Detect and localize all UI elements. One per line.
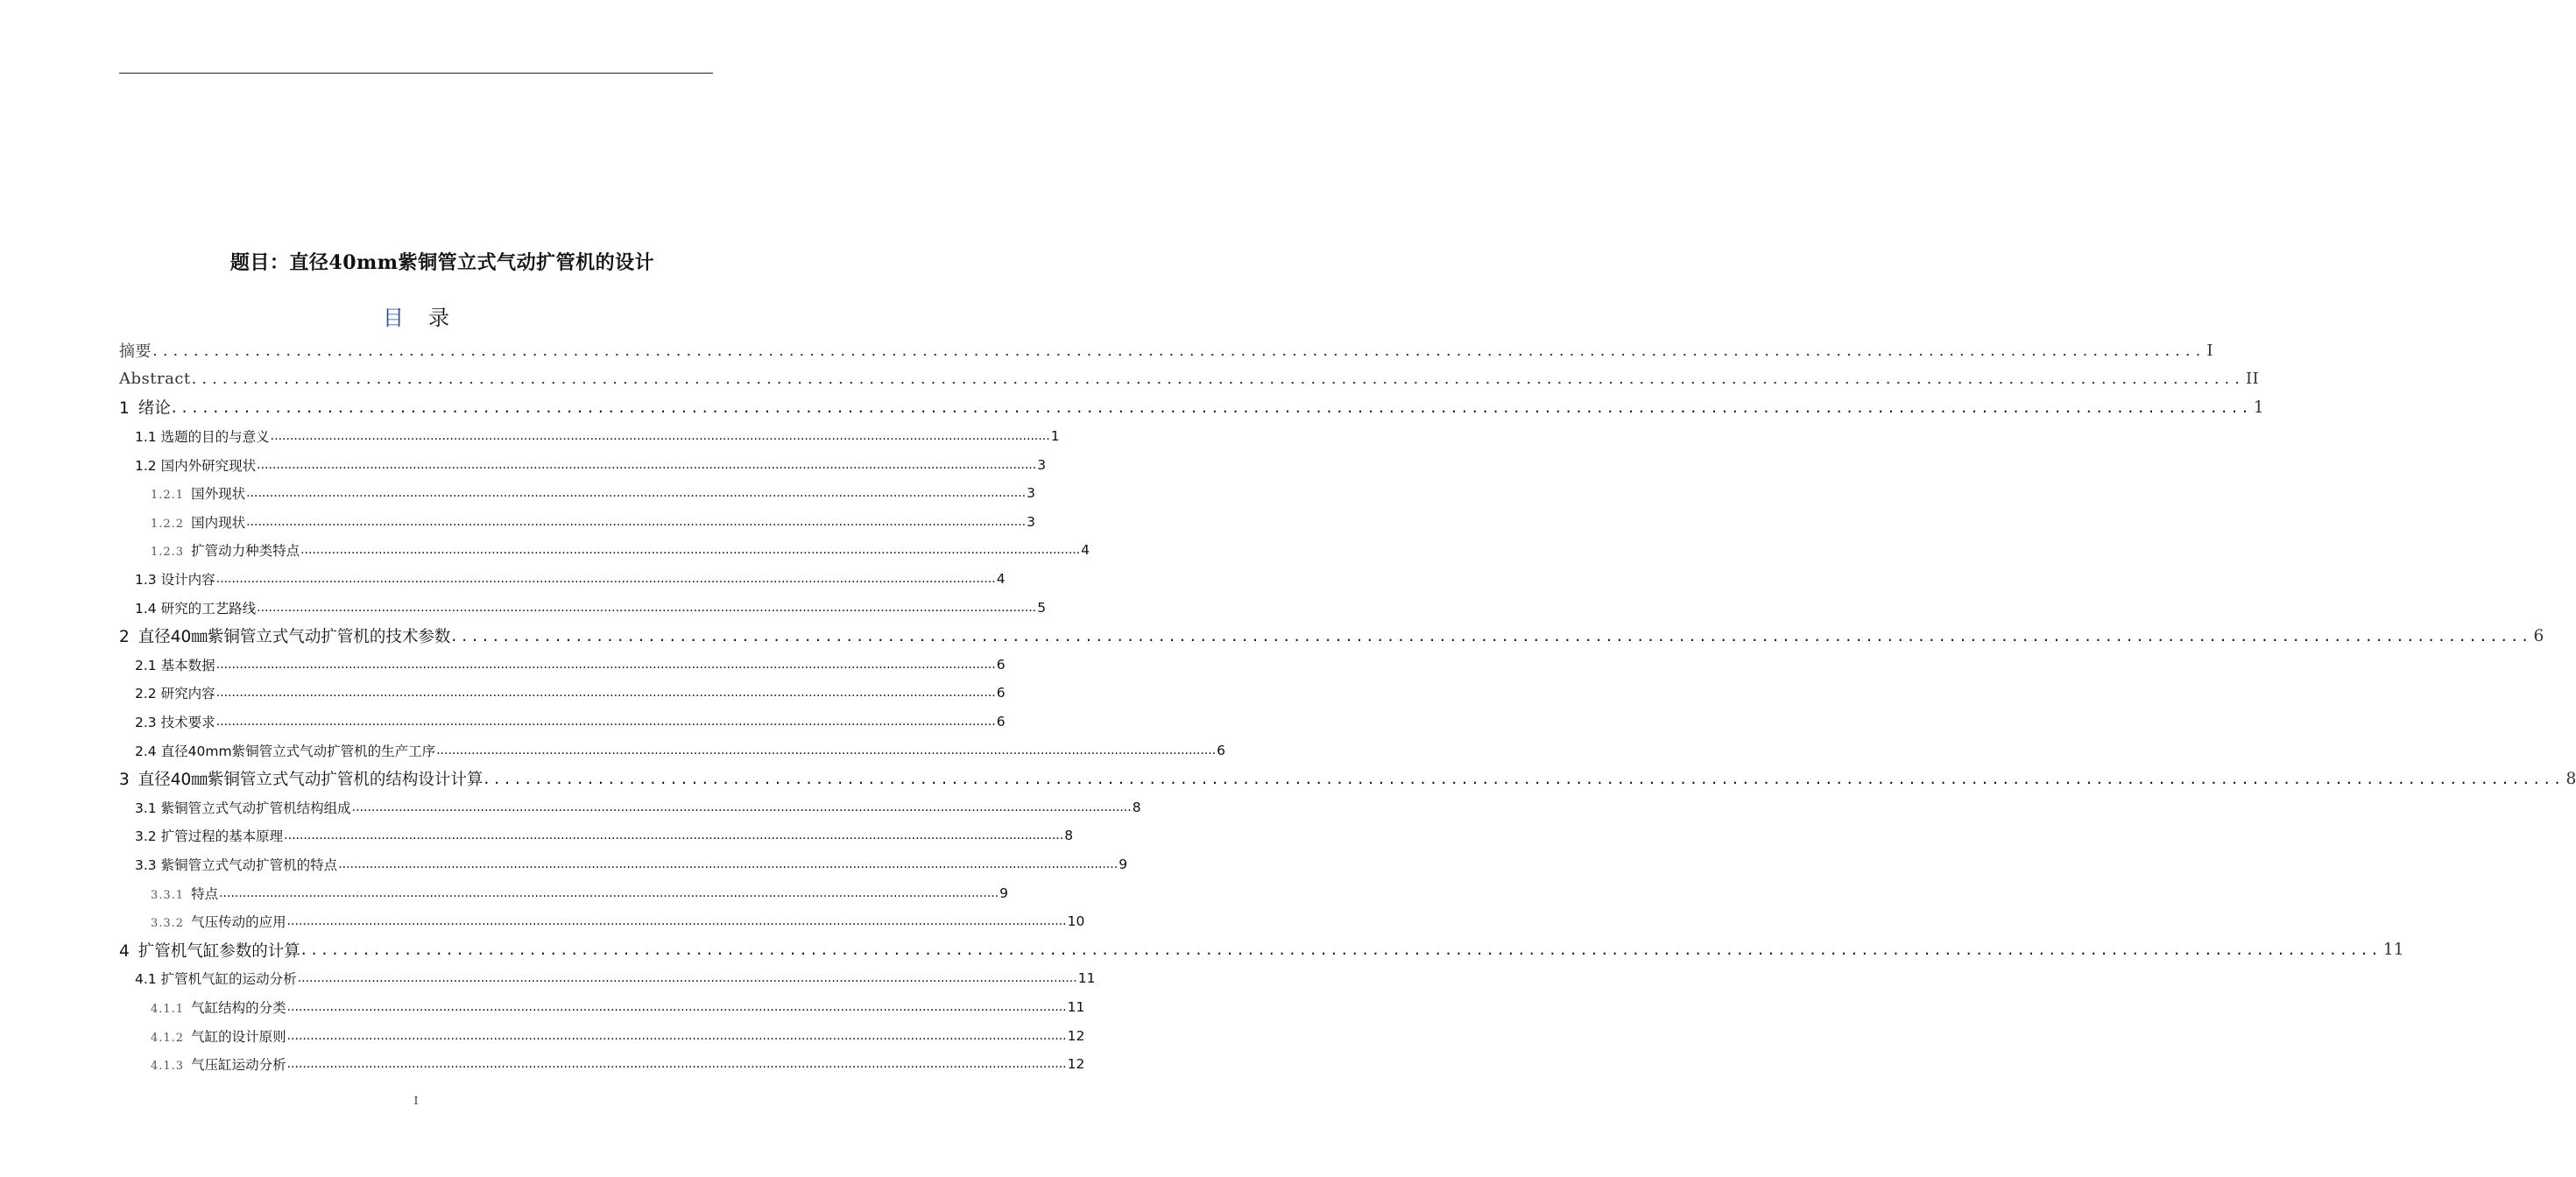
toc-dot-leader: ........................................................................................................................................................................................................ (171, 398, 2253, 417)
toc-entry-number: 4.1.2 (151, 1031, 185, 1045)
toc-entry-number: 3.3.2 (151, 917, 185, 931)
toc-entry-label (151, 512, 245, 532)
toc-entry-label (151, 540, 300, 560)
toc-entry-number: 4.1.3 (151, 1060, 185, 1074)
toc-dot-leader: ........................................................................................................................................................................................................ (286, 999, 1067, 1014)
toc-entry[interactable] (119, 708, 1006, 737)
toc-entry-page: 8 (2565, 769, 2576, 788)
toc-dot-leader: ........................................................................................................................................................................................................ (284, 828, 1064, 843)
toc-entry-number: 3.3.1 (151, 888, 185, 902)
toc-entry-label (151, 483, 245, 503)
footer-page-number: I (413, 1095, 419, 1107)
toc-entry-text: 研究的工艺路线 (160, 600, 257, 617)
toc-entry[interactable] (119, 393, 2264, 422)
toc-entry-page: 8 (1064, 828, 1074, 844)
toc-entry-text: 紫铜管立式气动扩管机的特点 (160, 856, 338, 873)
toc-entry-label (119, 939, 300, 962)
toc-entry[interactable] (119, 536, 1090, 565)
toc-dot-leader: ........................................................................................................................................................................................................ (152, 341, 2206, 360)
toc-entry-text: 研究内容 (160, 686, 215, 702)
toc-entry-page: 6 (2533, 626, 2544, 645)
toc-entry-label (151, 1026, 286, 1046)
toc-entry-number: 2.1 (135, 657, 157, 673)
toc-entry-number: 1.4 (135, 600, 157, 617)
toc-dot-leader: ........................................................................................................................................................................................................ (257, 457, 1037, 472)
toc-entry-number: 2.3 (135, 715, 157, 731)
toc-entry-text: 国内现状 (191, 514, 246, 531)
toc-entry-number: 1 (119, 399, 130, 419)
toc-entry-label (135, 655, 215, 674)
toc-entry-label (119, 370, 191, 388)
toc-entry-page: II (2246, 370, 2260, 389)
toc-entry-page: 12 (1067, 1027, 1085, 1044)
toc-entry-text: 气缸的设计原则 (191, 1028, 286, 1045)
toc-dot-leader: ........................................................................................................................................................................................................ (483, 769, 2565, 788)
toc-entry[interactable] (119, 622, 2544, 651)
document-title: 题目：直径40mm紫铜管立式气动扩管机的设计 (229, 251, 655, 274)
toc-entry-page: 9 (1119, 856, 1128, 872)
toc-entry-text: 气压传动的应用 (191, 914, 286, 931)
toc-entry-label (135, 798, 351, 817)
toc-entry[interactable] (119, 651, 1006, 680)
toc-entry-number: 1.2.2 (151, 517, 185, 531)
toc-entry-text: 直径40㎜紫铜管立式气动扩管机的技术参数 (138, 628, 451, 647)
table-of-contents (119, 336, 2576, 1078)
toc-entry-text: 气缸结构的分类 (191, 999, 286, 1016)
toc-entry-text: 直径40mm紫铜管立式气动扩管机的生产工序 (160, 743, 436, 759)
toc-entry-page: 1 (1050, 428, 1060, 445)
toc-entry-text: 设计内容 (160, 572, 215, 588)
toc-entry[interactable] (119, 964, 1096, 993)
toc-entry-page: 3 (1027, 513, 1036, 530)
toc-entry-label (135, 598, 256, 617)
toc-entry-number: 1.3 (135, 572, 157, 588)
toc-entry-page: 11 (1067, 998, 1085, 1015)
toc-entry[interactable] (119, 993, 1085, 1022)
toc-entry[interactable] (119, 765, 2576, 793)
toc-dot-leader: ........................................................................................................................................................................................................ (297, 971, 1077, 986)
toc-entry-page: 10 (1067, 913, 1085, 930)
toc-entry-label (135, 712, 215, 731)
toc-entry-text: 选题的目的与意义 (160, 429, 270, 446)
toc-dot-leader: ........................................................................................................................................................................................................ (215, 715, 996, 729)
toc-entry[interactable] (119, 736, 1226, 765)
toc-dot-leader: ........................................................................................................................................................................................................ (451, 626, 2533, 645)
toc-entry-text: 扩管机气缸的运动分析 (160, 971, 297, 988)
toc-entry-label (135, 741, 435, 760)
toc-entry-page: 6 (996, 656, 1006, 673)
toc-entry-page: 12 (1067, 1056, 1085, 1073)
toc-entry[interactable] (119, 1021, 1085, 1050)
toc-heading (119, 300, 713, 331)
toc-dot-leader: ........................................................................................................................................................................................................ (286, 1028, 1067, 1043)
toc-entry[interactable] (119, 850, 1128, 879)
toc-dot-leader: ........................................................................................................................................................................................................ (286, 1057, 1067, 1072)
toc-entry-number: 2.2 (135, 686, 157, 702)
toc-entry-text: 紫铜管立式气动扩管机结构组成 (160, 800, 351, 816)
toc-entry-page: 4 (996, 571, 1006, 588)
toc-entry-number: 3.2 (135, 828, 157, 845)
toc-entry[interactable] (119, 821, 1074, 850)
toc-entry-page: 4 (1081, 542, 1090, 559)
toc-entry-text: 扩管机气缸参数的计算 (138, 941, 300, 961)
toc-entry-page: 5 (1037, 599, 1047, 616)
toc-entry-page: 3 (1027, 485, 1036, 502)
header-rule (119, 73, 713, 74)
toc-entry-page: 3 (1037, 456, 1047, 473)
toc-entry-label (151, 1054, 286, 1074)
toc-dot-leader: ........................................................................................................................................................................................................ (338, 856, 1119, 871)
toc-entry[interactable] (119, 1050, 1085, 1079)
toc-entry-number: 4.1.1 (151, 1002, 185, 1016)
toc-entry[interactable] (119, 907, 1085, 936)
toc-entry[interactable] (119, 793, 1141, 822)
toc-dot-leader: ........................................................................................................................................................................................................ (257, 600, 1037, 615)
toc-entry-page: 6 (1217, 742, 1226, 758)
toc-entry-text: 基本数据 (160, 657, 215, 673)
toc-entry-page: I (2206, 341, 2213, 360)
toc-dot-leader: ........................................................................................................................................................................................................ (246, 486, 1027, 501)
toc-entry-text: 摘要 (119, 342, 152, 362)
toc-dot-leader: ........................................................................................................................................................................................................ (219, 885, 999, 900)
toc-entry-label (135, 426, 270, 446)
toc-dot-leader: ........................................................................................................................................................................................................ (191, 370, 2245, 389)
toc-entry[interactable] (119, 479, 1036, 508)
toc-entry[interactable] (119, 565, 1006, 594)
toc-entry-label (151, 912, 286, 931)
toc-entry-text: 扩管动力种类特点 (191, 543, 300, 560)
toc-entry-text: 绪论 (138, 399, 171, 419)
toc-entry-page: 9 (999, 885, 1009, 901)
toc-entry[interactable] (119, 450, 1047, 479)
toc-entry-number: 1.2.1 (151, 489, 185, 503)
toc-dot-leader: ........................................................................................................................................................................................................ (215, 657, 996, 672)
toc-entry-label (119, 339, 152, 362)
toc-entry[interactable] (119, 878, 1009, 907)
toc-entry-label (151, 997, 286, 1017)
toc-dot-leader: ........................................................................................................................................................................................................ (215, 686, 996, 701)
toc-entry-text: 特点 (191, 885, 219, 902)
toc-entry-label (135, 683, 215, 702)
toc-entry-page: 11 (1077, 970, 1096, 987)
toc-entry-label (135, 569, 215, 588)
toc-entry[interactable] (119, 336, 2213, 365)
toc-entry-page: 1 (2253, 398, 2264, 417)
toc-entry-page: 6 (996, 714, 1006, 730)
toc-entry-page: 11 (2382, 941, 2404, 960)
toc-dot-leader: ........................................................................................................................................................................................................ (270, 429, 1050, 444)
toc-entry-text: 技术要求 (160, 715, 215, 731)
toc-entry-number: 3 (119, 771, 130, 790)
toc-dot-leader: ........................................................................................................................................................................................................ (300, 941, 2382, 960)
toc-entry-text: 国外现状 (191, 486, 246, 503)
toc-heading-first-char: 目 (383, 306, 404, 330)
toc-entry-label (135, 855, 337, 874)
toc-entry-label (135, 826, 283, 845)
toc-dot-leader: ........................................................................................................................................................................................................ (351, 800, 1132, 814)
toc-entry[interactable] (119, 508, 1036, 537)
toc-entry[interactable] (119, 679, 1006, 708)
toc-entry-text: 扩管过程的基本原理 (160, 828, 284, 845)
toc-entry-number: 1.2 (135, 457, 157, 474)
toc-entry[interactable] (119, 365, 2260, 394)
toc-entry-text: 气压缸运动分析 (191, 1057, 286, 1074)
toc-entry-number: 4.1 (135, 971, 157, 988)
toc-dot-leader: ........................................................................................................................................................................................................ (246, 514, 1027, 529)
toc-entry-label (135, 969, 297, 988)
toc-entry-label (135, 455, 256, 475)
toc-entry[interactable] (119, 593, 1047, 622)
toc-entry[interactable] (119, 422, 1060, 451)
toc-entry-label (119, 624, 450, 647)
toc-entry-number: 3.3 (135, 856, 157, 873)
toc-dot-leader: ........................................................................................................................................................................................................ (436, 743, 1217, 758)
toc-entry-text: 直径40㎜紫铜管立式气动扩管机的结构设计计算 (138, 771, 483, 790)
toc-entry-label (119, 767, 483, 790)
toc-entry-number: 3.1 (135, 800, 157, 816)
toc-heading-second-char: 录 (428, 306, 449, 330)
toc-entry-label (151, 884, 218, 903)
toc-dot-leader: ........................................................................................................................................................................................................ (286, 914, 1067, 929)
toc-entry-number: 1.1 (135, 429, 157, 446)
toc-entry[interactable] (119, 935, 2404, 964)
toc-entry-page: 6 (996, 685, 1006, 701)
toc-entry-number: 4 (119, 941, 130, 961)
toc-entry-page: 8 (1132, 799, 1141, 815)
toc-entry-number: 1.2.3 (151, 546, 185, 560)
toc-entry-text: Abstract (119, 370, 191, 389)
toc-dot-leader: ........................................................................................................................................................................................................ (300, 543, 1081, 558)
toc-entry-number: 2 (119, 628, 130, 647)
toc-entry-text: 国内外研究现状 (160, 457, 257, 474)
toc-entry-label (119, 396, 171, 419)
toc-dot-leader: ........................................................................................................................................................................................................ (215, 572, 996, 587)
toc-entry-number: 2.4 (135, 743, 157, 759)
